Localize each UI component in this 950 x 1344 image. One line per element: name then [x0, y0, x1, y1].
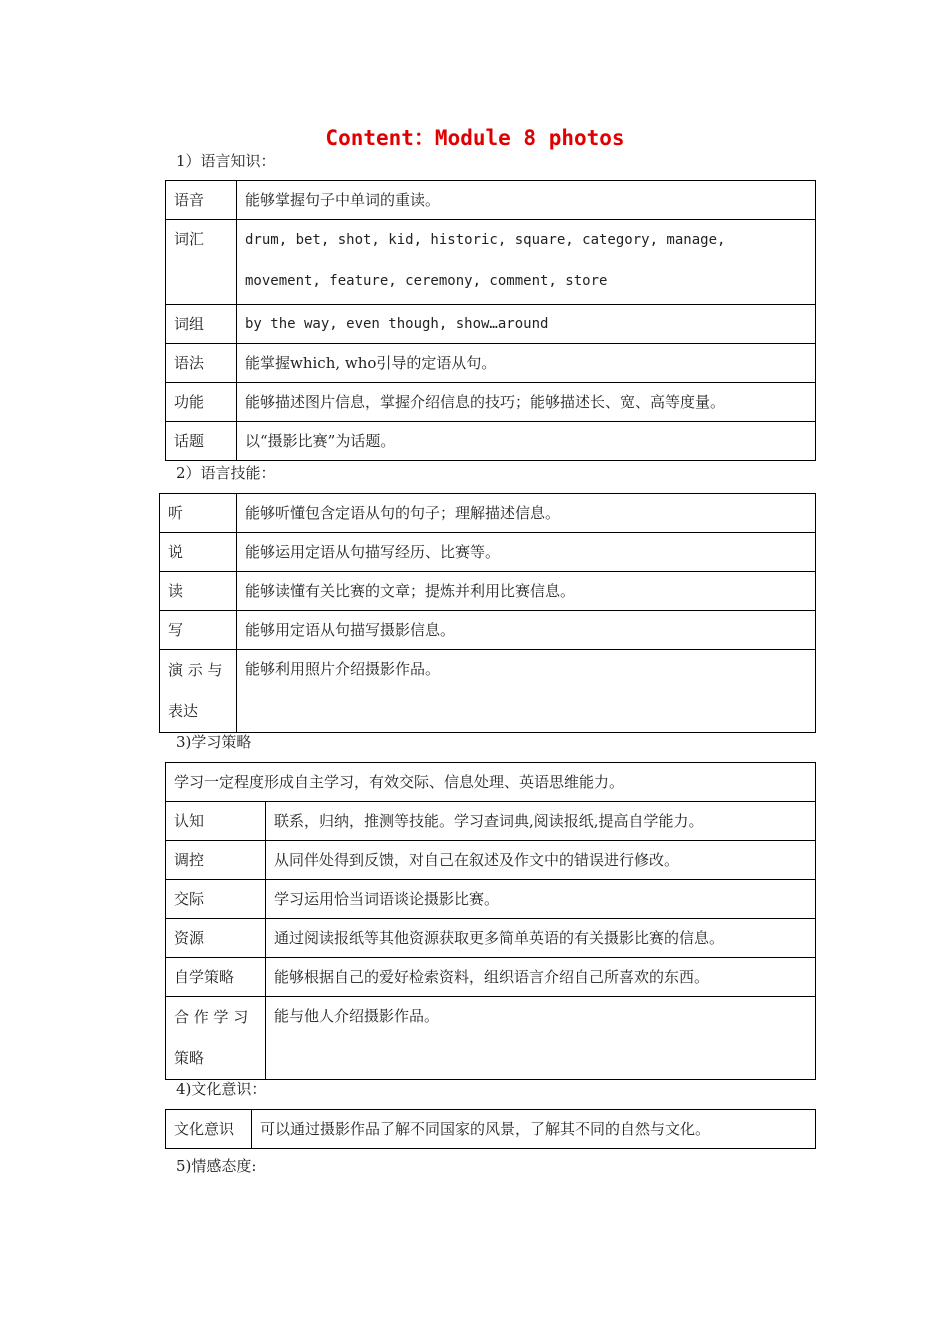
row-label: 听 [160, 494, 237, 533]
row-content: 能够读懂有关比赛的文章；提炼并利用比赛信息。 [237, 572, 816, 611]
table-row [166, 220, 816, 305]
learning-strategy-table [165, 762, 816, 1080]
section-1-heading: 1）语言知识： [176, 152, 276, 170]
row-label: 读 [160, 572, 237, 611]
row-content: 学习运用恰当词语谈论摄影比赛。 [266, 880, 816, 919]
section-5-heading: 5)情感态度: [176, 1157, 257, 1175]
section-4-heading: 4)文化意识： [176, 1080, 267, 1098]
row-label-line-2: 策略 [174, 1049, 205, 1067]
page-title: Content：Module 8 photos [325, 126, 625, 150]
row-content: 联系，归纳，推测等技能。学习查词典,阅读报纸,提高自学能力。 [266, 802, 816, 841]
row-content: 能够运用定语从句描写经历、比赛等。 [237, 533, 816, 572]
table-row [166, 919, 816, 958]
table-row [166, 802, 816, 841]
table-row [166, 181, 816, 220]
row-label-line-1: 演 示 与 [168, 661, 223, 679]
section-3-heading: 3)学习策略 [176, 733, 252, 751]
row-label: 语音 [166, 181, 237, 220]
row-label: 资源 [166, 919, 266, 958]
row-label: 写 [160, 611, 237, 650]
row-label: 词汇 [166, 220, 237, 305]
table-row [160, 650, 816, 733]
strategy-intro: 学习一定程度形成自主学习，有效交际、信息处理、英语思维能力。 [166, 763, 816, 802]
row-content: 能够掌握句子中单词的重读。 [237, 181, 816, 220]
table-row [160, 611, 816, 650]
row-content: 通过阅读报纸等其他资源获取更多简单英语的有关摄影比赛的信息。 [266, 919, 816, 958]
row-content: 以“摄影比赛”为话题。 [237, 422, 816, 461]
row-label: 语法 [166, 344, 237, 383]
row-label [160, 650, 237, 733]
cultural-awareness-table [165, 1109, 816, 1149]
row-label: 认知 [166, 802, 266, 841]
table-row [166, 841, 816, 880]
table-row [166, 763, 816, 802]
row-content: 从同伴处得到反馈，对自己在叙述及作文中的错误进行修改。 [266, 841, 816, 880]
row-content: 能够描述图片信息，掌握介绍信息的技巧；能够描述长、宽、高等度量。 [237, 383, 816, 422]
table-row [166, 305, 816, 344]
section-2-heading: 2）语言技能： [176, 464, 276, 482]
table-row [166, 422, 816, 461]
table-row [166, 997, 816, 1080]
table-row [166, 383, 816, 422]
table-row [160, 572, 816, 611]
vocabulary-list: drum, bet, shot, kid, historic, square, category, manage, movement, feature, ceremony, comment, store [237, 220, 816, 305]
row-label: 文化意识 [166, 1110, 252, 1149]
row-label [166, 997, 266, 1080]
row-label: 交际 [166, 880, 266, 919]
row-label: 说 [160, 533, 237, 572]
table-row [166, 880, 816, 919]
table-row [166, 344, 816, 383]
row-content: 能够根据自己的爱好检索资料，组织语言介绍自己所喜欢的东西。 [266, 958, 816, 997]
row-content: 能够听懂包含定语从句的句子；理解描述信息。 [237, 494, 816, 533]
row-label: 功能 [166, 383, 237, 422]
row-label: 词组 [166, 305, 237, 344]
row-label-line-2: 表达 [168, 702, 199, 720]
row-content: 能够利用照片介绍摄影作品。 [237, 650, 816, 733]
phrase-list: by the way, even though, show…around [237, 305, 816, 344]
row-label-line-1: 合 作 学 习 [174, 1008, 249, 1026]
row-content: 能与他人介绍摄影作品。 [266, 997, 816, 1080]
table-row [160, 533, 816, 572]
row-content: 能够用定语从句描写摄影信息。 [237, 611, 816, 650]
table-row [166, 958, 816, 997]
row-label: 自学策略 [166, 958, 266, 997]
row-label: 话题 [166, 422, 237, 461]
language-skills-table [159, 493, 816, 733]
row-content: 可以通过摄影作品了解不同国家的风景，了解其不同的自然与文化。 [252, 1110, 816, 1149]
table-row [160, 494, 816, 533]
row-content: 能掌握which, who引导的定语从句。 [237, 344, 816, 383]
table-row [166, 1110, 816, 1149]
language-knowledge-table [165, 180, 816, 461]
row-label: 调控 [166, 841, 266, 880]
